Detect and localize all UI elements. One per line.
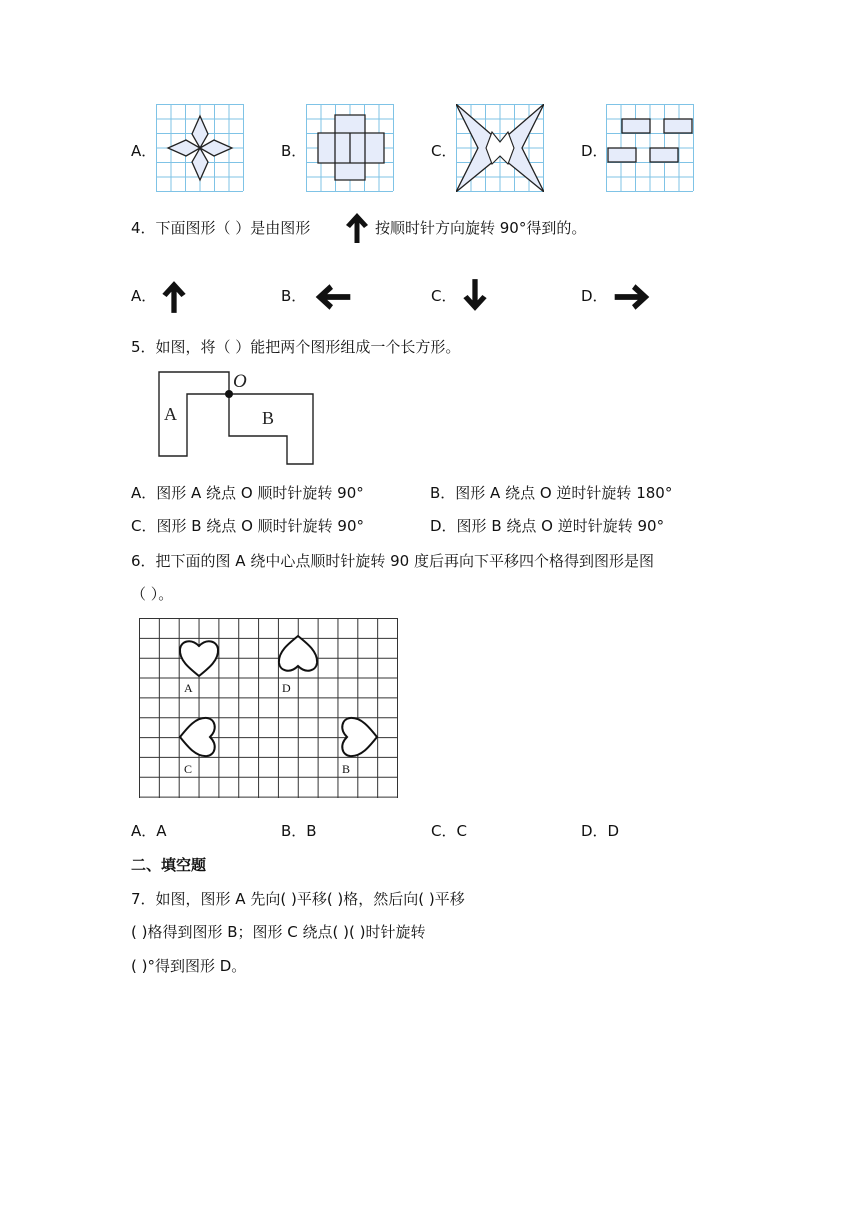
q5-option-a: A．图形 A 绕点 O 顺时针旋转 90° [131,484,364,502]
q4-stem-after: 按顺时针方向旋转 90°得到的。 [375,219,587,237]
q5-option-c: C．图形 B 绕点 O 顺时针旋转 90° [131,517,364,535]
q3-option-c-label: C． [431,142,457,160]
four-leaf-shape [168,116,232,180]
heart-c [180,718,215,756]
up-arrow-icon [344,211,370,245]
q3-option-b-label: B． [281,142,307,160]
shape-a-label: A [164,404,177,424]
q4-option-d-label: D． [581,287,608,305]
shape-b-label: B [262,408,275,428]
q3-option-a-figure [156,104,244,192]
left-arrow-icon [312,282,354,312]
q4-option-a-label: A． [131,287,157,305]
heart-b-label: B [342,762,351,776]
point-o-label: O [233,371,247,392]
q4-stem-before: 4．下面图形（ ）是由图形 [131,219,311,237]
q3-option-d-label: D． [581,142,608,160]
q4-option-b-label: B． [281,287,307,305]
q6-stem-line2: （ ）。 [131,585,174,603]
point-o [225,390,233,398]
q6-option-b: B．B [281,822,317,840]
heart-a [180,641,218,676]
q5-option-d: D．图形 B 绕点 O 逆时针旋转 90° [430,517,665,535]
q7-line1: 7．如图，图形 A 先向( )平移( )格，然后向( )平移 [131,890,465,908]
q7-line2: ( )格得到图形 B；图形 C 绕点( )( )时针旋转 [131,923,426,941]
heart-b [342,718,377,756]
q6-stem-line1: 6．把下面的图 A 绕中心点顺时针旋转 90 度后再向下平移四个格得到图形是图 [131,552,654,570]
q3-option-c-figure [456,104,544,192]
q3-option-b-figure [306,104,394,192]
q5-stem: 5．如图，将（ ）能把两个图形组成一个长方形。 [131,338,461,356]
down-arrow-icon [461,277,489,313]
heart-d-label: D [282,681,291,695]
q6-option-d: D．D [581,822,620,840]
shape-b [229,394,313,464]
cross-shape [318,115,384,180]
section-title: 二、填空题 [131,856,207,874]
q3-option-d-figure [606,104,694,192]
q6-option-c: C．C [431,822,467,840]
q4-option-c-label: C． [431,287,457,305]
q5-figure [155,368,320,468]
up-arrow-icon [160,279,188,315]
q3-option-a-label: A． [131,142,157,160]
heart-c-label: C [184,762,193,776]
q7-line3: ( )°得到图形 D。 [131,957,247,975]
heart-a-label: A [184,681,193,695]
q6-option-a: A．A [131,822,167,840]
q6-grid-figure [139,618,399,800]
heart-d [279,636,317,671]
q5-option-b: B．图形 A 绕点 O 逆时针旋转 180° [430,484,673,502]
right-arrow-icon [611,282,653,312]
